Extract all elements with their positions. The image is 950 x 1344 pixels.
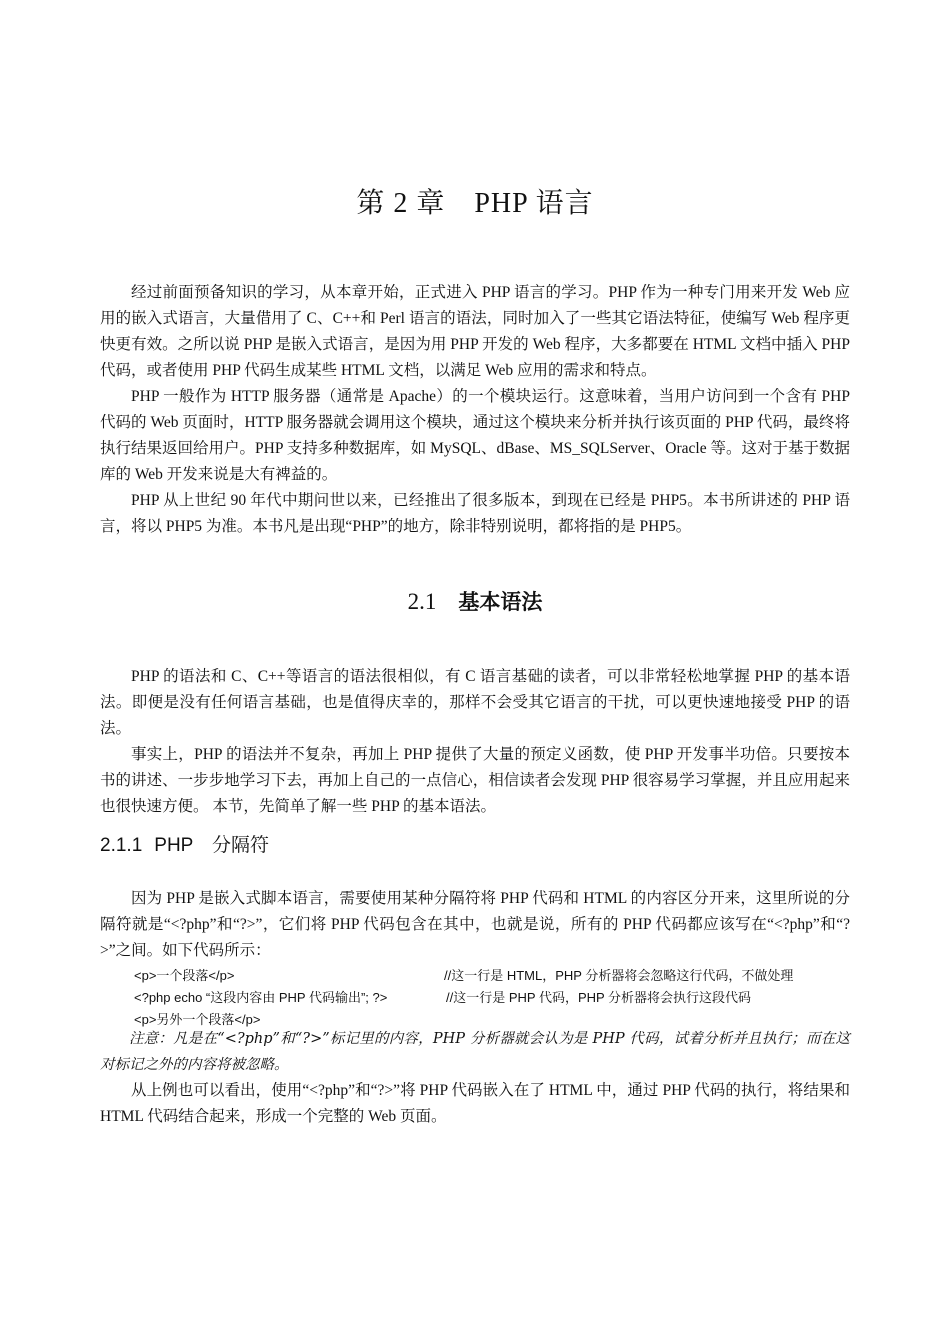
chapter-title: 第 2 章 PHP 语言 — [356, 188, 594, 219]
section-body — [100, 664, 850, 820]
subsection-body — [100, 886, 850, 964]
closing-paragraph: 从上例也可以看出，使用“<?php”和“?>”将 PHP 代码嵌入在了 HTML 中，通过 PHP 代码的执行，将结果和 HTML 代码结合起来，形成一个完整的 Web 页面。 — [100, 1082, 850, 1125]
code-line — [134, 988, 854, 1008]
subsection-number: 2.1.1 — [100, 835, 143, 856]
code-text: <p>另外一个段落</p> — [134, 1012, 261, 1027]
section-title-text: 基本语法 — [458, 590, 543, 614]
code-text: <?php echo “这段内容由 PHP 代码输出”; ?> — [134, 990, 388, 1005]
note-block — [100, 1026, 850, 1130]
section-paragraph: 事实上，PHP 的语法并不复杂，再加上 PHP 提供了大量的预定义函数，使 PHP 开发事半功倍。只要按本书的讲述、一步步地学习下去，再加上自己的一点信心，相信读者会发现 PHP 很容易学习掌握，并且应用起来也很快速方便。 本节，先简单了解一些 PHP 的基本语法。 — [100, 746, 850, 815]
subsection-title-text: PHP 分隔符 — [154, 835, 269, 856]
subsection-paragraph: 因为 PHP 是嵌入式脚本语言，需要使用某种分隔符将 PHP 代码和 HTML 的内容区分开来，这里所说的分隔符就是“<?php”和“?>”，它们将 PHP 代码包含在其中，也就是说，所有的 PHP 代码都应该写在“<?php”和“?>”之间。如下代码所示： — [100, 890, 850, 959]
section-paragraph: PHP 的语法和 C、C++等语言的语法很相似，有 C 语言基础的读者，可以非常轻松地掌握 PHP 的基本语法。即便是没有任何语言基础，也是值得庆幸的，那样不会受其它语言的干扰，可以更快速地接受 PHP 的语法。 — [100, 668, 850, 737]
section-number: 2.1 — [407, 589, 437, 614]
note-text: 注意：凡是在“<?php”和“?>”标记里的内容，PHP 分析器就会认为是 PHP 代码，试着分析并且执行；而在这对标记之外的内容将被忽略。 — [100, 1031, 850, 1073]
code-line — [134, 966, 854, 986]
intro-paragraph: PHP 一般作为 HTTP 服务器（通常是 Apache）的一个模块运行。这意味着，当用户访问到一个含有 PHP 代码的 Web 页面时，HTTP 服务器就会调用这个模块，通过这个模块来分析并执行该页面的 PHP 代码，最终将执行结果返回给用户。PHP 支持多种数据库，如 MySQL、dBase、MS_SQLServer、Oracle 等。这对于基于数据库的 Web 开发来说是大有裨益的。 — [100, 388, 850, 483]
code-comment: //这一行是 PHP 代码，PHP 分析器将会执行这段代码 — [446, 990, 752, 1005]
intro-paragraph: 经过前面预备知识的学习，从本章开始，正式进入 PHP 语言的学习。PHP 作为一种专门用来开发 Web 应用的嵌入式语言，大量借用了 C、C++和 Perl 语言的语法，同时加入了一些其它语法特征，使编写 Web 程序更快更有效。之所以说 PHP 是嵌入式语言，是因为用 PHP 开发的 Web 程序，大多都要在 HTML 文档中插入 PHP 代码，或者使用 PHP 代码生成某些 HTML 文档，以满足 Web 应用的需求和特点。 — [100, 284, 850, 379]
code-comment: //这一行是 HTML，PHP 分析器将会忽略这行代码，不做处理 — [444, 968, 794, 983]
code-text: <p>一个段落</p> — [134, 968, 235, 983]
intro-section — [100, 280, 850, 540]
subsection-heading — [100, 832, 269, 860]
intro-paragraph: PHP 从上世纪 90 年代中期问世以来，已经推出了很多版本，到现在已经是 PHP5。本书所讲述的 PHP 语言，将以 PHP5 为准。本书凡是出现“PHP”的地方，除非特别说明，都将指的是 PHP5。 — [100, 492, 850, 535]
section-heading — [0, 586, 950, 618]
